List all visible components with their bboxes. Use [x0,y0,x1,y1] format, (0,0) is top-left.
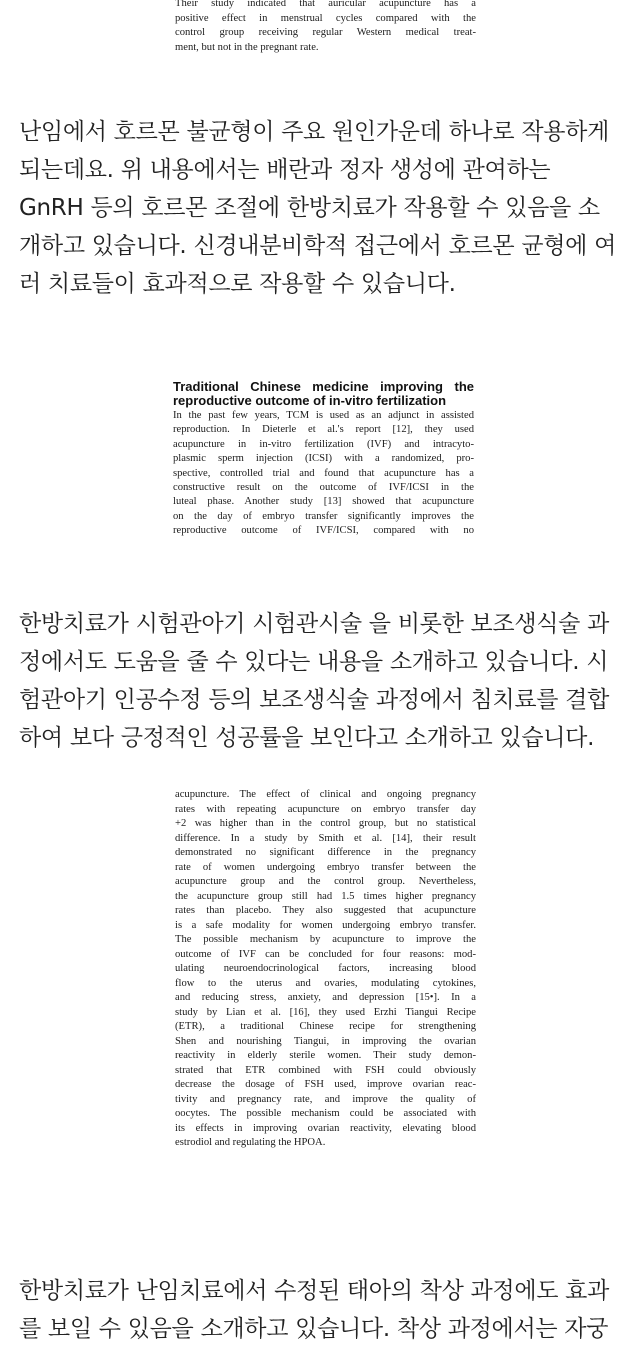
paragraph-line: 러 치료들이 효과적으로 작용할 수 있습니다. [19,271,456,297]
body-paragraph-assisted-reproduction [19,605,627,757]
excerpt-line: tivity and pregnancy rate, and improve the quality of [175,1093,476,1105]
paragraph-line: 한방치료가 시험관아기 시험관시술 을 비롯한 보조생식술 과 [19,611,610,637]
excerpt-line: and reducing stress, anxiety, and depression [15•]. In a [175,992,476,1003]
paper-excerpt-auricular-acupuncture [175,0,476,55]
paper-excerpt-ivf-outcome [173,380,474,539]
excerpt-line: rates than placebo. They also suggested that acupuncture [175,905,476,916]
excerpt-line: on the day of embryo transfer significantly improves the [173,510,474,522]
paper-excerpt-acupuncture-pregnancy-rates [175,788,476,1151]
excerpt-line: the acupuncture group still had 1.5 times higher pregnancy [175,890,476,902]
excerpt-line: estrodiol and regulating the HPOA. [175,1137,326,1148]
paragraph-line: 정에서도 도움을 줄 수 있다는 내용을 소개하고 있습니다. 시 [19,649,609,675]
excerpt-line: difference. In a study by Smith et al. [14], their result [175,832,476,844]
excerpt-line: rate of women undergoing embryo transfer between the [175,861,476,873]
paragraph-line: 되는데요. 위 내용에서는 배란과 정자 생성에 관여하는 [19,157,551,183]
excerpt-line: its effects in improving ovarian reactivity, elevating blood [175,1122,476,1134]
excerpt-line: strated that ETR combined with FSH could obviously [175,1064,476,1076]
excerpt-heading-line: Traditional Chinese medicine improving the [173,379,474,394]
paragraph-line: GnRH 등의 호르몬 조절에 한방치료가 작용할 수 있음을 소 [19,195,600,221]
excerpt-line: demonstrated no significant difference in the pregnancy [175,847,476,858]
paragraph-line: 난임에서 호르몬 불균형이 주요 원인가운데 하나로 작용하게 [19,119,610,145]
excerpt-line: acupuncture group and the control group. Nevertheless, [175,876,476,887]
excerpt-line: flow to the uterus and ovaries, modulating cytokines, [175,977,476,989]
excerpt-line: In the past few years, TCM is used as an adjunct in assisted [173,410,474,421]
excerpt-line: acupuncture in in-vitro fertilization (IVF) and intracyto- [173,438,474,450]
excerpt-line: positive effect in menstrual cycles compared with the [175,12,476,24]
excerpt-heading-line: reproductive outcome of in-vitro fertilization [173,393,447,408]
paragraph-line: 하여 보다 긍정적인 성공률을 보인다고 소개하고 있습니다. [19,725,595,751]
excerpt-line: Shen and nourishing Tiangui, in improving the ovarian [175,1035,476,1047]
body-paragraph-implantation [19,1272,627,1348]
excerpt-line: is a safe modality for women undergoing embryo transfer. [175,919,476,931]
excerpt-line: acupuncture. The effect of clinical and ongoing pregnancy [175,789,476,800]
body-paragraph-hormone-balance [19,113,627,303]
excerpt-line: control group receiving regular Western medical treat- [175,27,476,39]
excerpt-line: constructive result on the outcome of IVF/ICSI in the [173,482,474,494]
excerpt-line: reproductive outcome of IVF/ICSI, compared with no [173,525,474,537]
excerpt-line: spective, controlled trial and found that acupuncture has a [173,467,474,479]
excerpt-line: study by Lian et al. [16], they used Erzhi Tiangui Recipe [175,1006,476,1018]
paragraph-line: 를 보일 수 있음을 소개하고 있습니다. 착상 과정에서는 자궁 [19,1316,609,1342]
excerpt-line: ment, but not in the pregnant rate. [175,41,319,53]
excerpt-heading [173,380,474,408]
excerpt-line: luteal phase. Another study [13] showed that acupuncture [173,496,474,508]
excerpt-line: decrease the dosage of FSH used, improve ovarian reac- [175,1079,476,1090]
excerpt-line: The possible mechanism by acupuncture to improve the [175,934,476,945]
excerpt-line: rates with repeating acupuncture on embryo transfer day [175,803,476,815]
excerpt-line: reactivity in elderly sterile women. Their study demon- [175,1050,476,1061]
excerpt-line: reproduction. In Dieterle et al.'s report [12], they used [173,424,474,436]
excerpt-line: outcome of IVF can be concluded for four reasons: mod- [175,948,476,960]
excerpt-line: +2 was higher than in the control group, but no statistical [175,818,476,829]
excerpt-line: (ETR), a traditional Chinese recipe for strengthening [175,1021,476,1032]
excerpt-line: oocytes. The possible mechanism could be associated with [175,1108,476,1119]
paragraph-line: 개하고 있습니다. 신경내분비학적 접근에서 호르몬 균형에 여 [19,233,617,259]
paragraph-line: 험관아기 인공수정 등의 보조생식술 과정에서 침치료를 결합 [19,687,610,713]
excerpt-line: Their study indicated that auricular acupuncture has a [175,0,476,9]
excerpt-line: plasmic sperm injection (ICSI) with a randomized, pro- [173,453,474,465]
excerpt-line: ulating neuroendocrinological factors, increasing blood [175,963,476,974]
paragraph-line: 한방치료가 난임치료에서 수정된 태아의 착상 과정에도 효과 [19,1278,610,1304]
